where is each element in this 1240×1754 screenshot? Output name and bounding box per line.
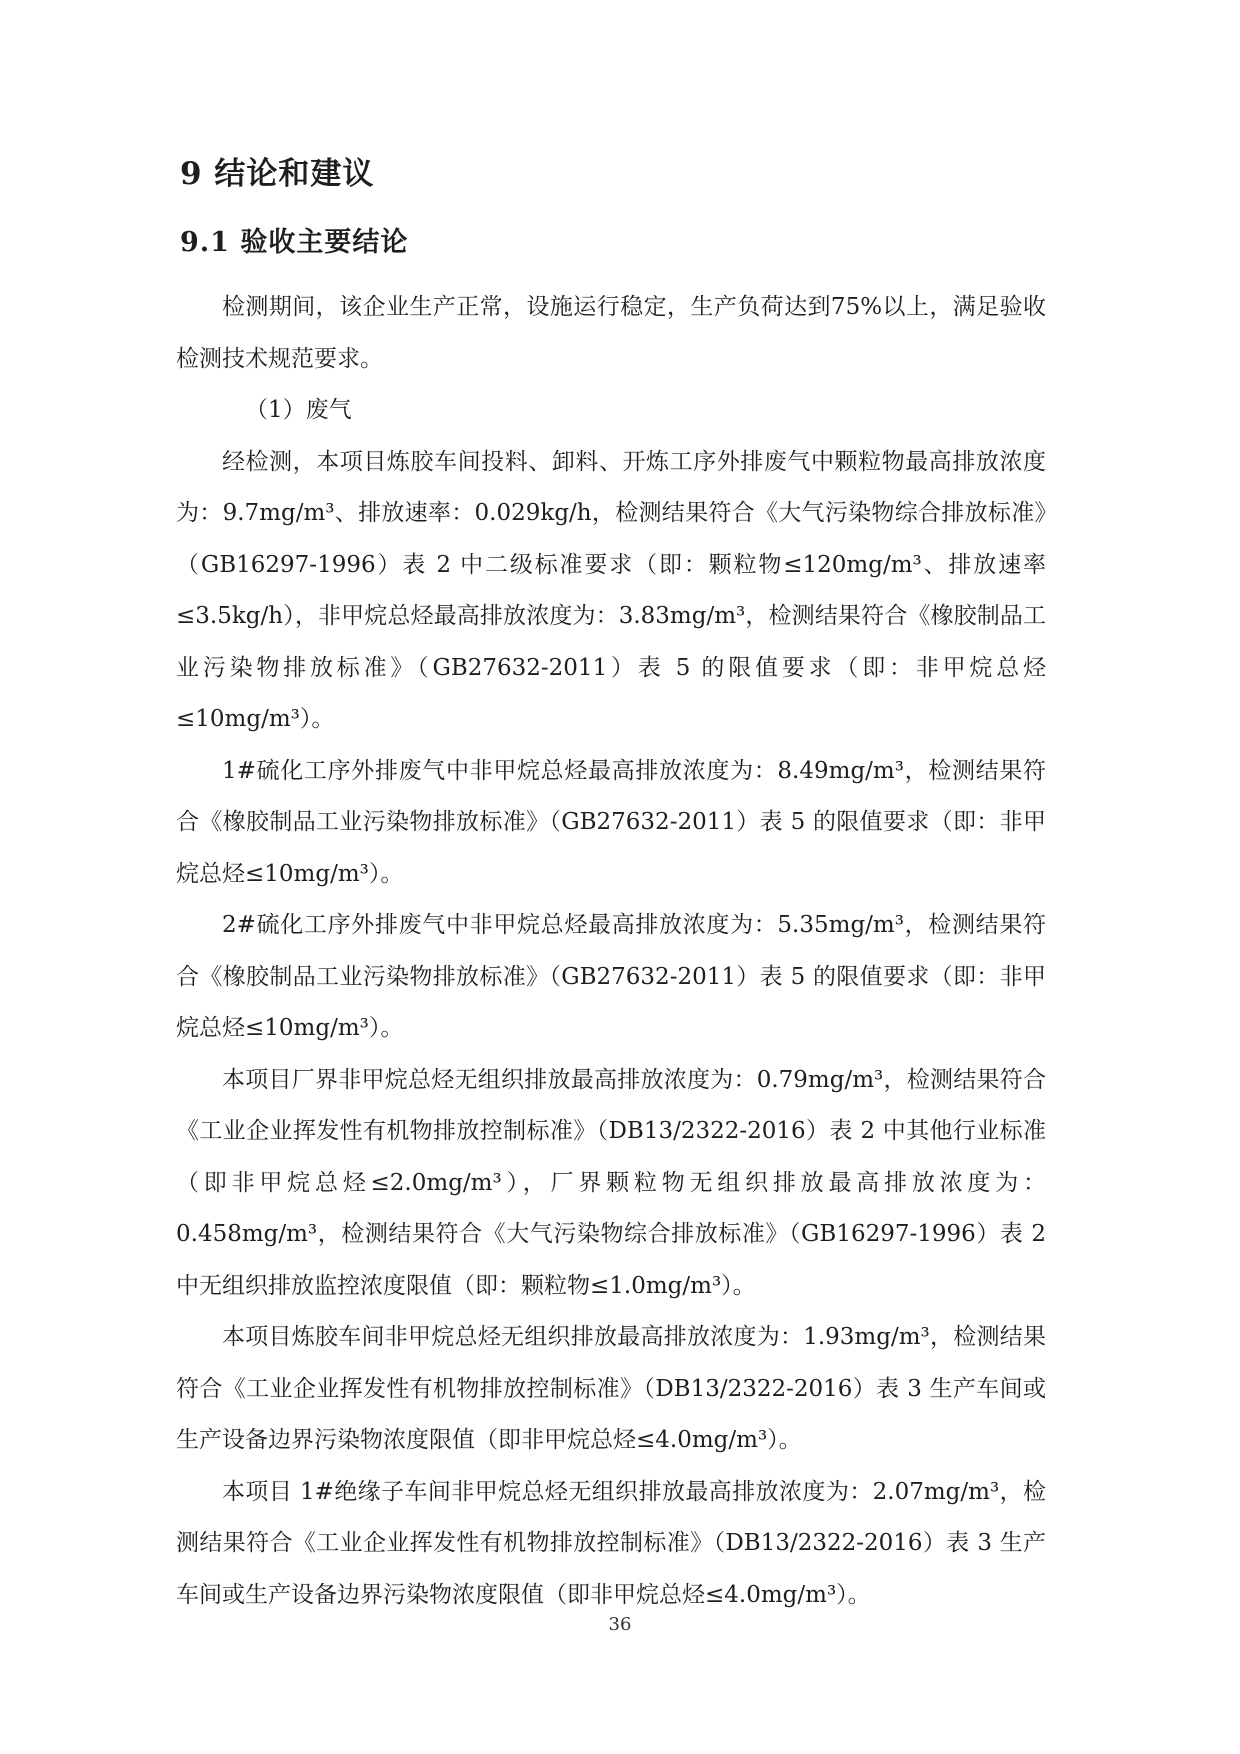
paragraph-exhaust-gas-title: （1）废气 — [245, 397, 352, 423]
paragraph-mixing-workshop: 经检测，本项目炼胶车间投料、卸料、开炼工序外排废气中颗粒物最高排放浓度为：9.7mg/m³、排放速率：0.029kg/h，检测结果符合《大气污染物综合排放标准》（GB16297-1996）表 2 中二级标准要求（即：颗粒物≤120mg/m³、排放速率≤3.5kg/h），非甲烷总烃最高排放浓度为：3.83mg/m³，检测结果符合《橡胶制品工业污染物排放标准》（GB27632-2011）表 5 的限值要求（即：非甲烷总烃≤10mg/m³）。 — [176, 448, 1046, 732]
paragraph-vulcanization-1: 1#硫化工序外排废气中非甲烷总烃最高排放浓度为：8.49mg/m³，检测结果符合《橡胶制品工业污染物排放标准》（GB27632-2011）表 5 的限值要求（即：非甲烷总烃≤10mg/m³）。 — [176, 757, 1046, 887]
paragraph-intro: 检测期间，该企业生产正常，设施运行稳定，生产负荷达到75%以上，满足验收检测技术规范要求。 — [176, 294, 1046, 372]
section-heading: 9 结论和建议 — [180, 156, 375, 192]
body-text — [176, 282, 1046, 1621]
page-number: 36 — [608, 1614, 632, 1635]
paragraph-vulcanization-2: 2#硫化工序外排废气中非甲烷总烃最高排放浓度为：5.35mg/m³，检测结果符合《橡胶制品工业污染物排放标准》（GB27632-2011）表 5 的限值要求（即：非甲烷总烃≤10mg/m³）。 — [176, 912, 1046, 1041]
paragraph-boundary-emissions: 本项目厂界非甲烷总烃无组织排放最高排放浓度为：0.79mg/m³，检测结果符合《工业企业挥发性有机物排放控制标准》（DB13/2322-2016）表 2 中其他行业标准（即非甲烷总烃≤2.0mg/m³），厂界颗粒物无组织排放最高排放浓度为：0.458mg/m³，检测结果符合《大气污染物综合排放标准》（GB16297-1996）表 2 中无组织排放监控浓度限值（即：颗粒物≤1.0mg/m³）。 — [176, 1066, 1046, 1299]
paragraph-mixing-unorganized: 本项目炼胶车间非甲烷总烃无组织排放最高排放浓度为：1.93mg/m³，检测结果符合《工业企业挥发性有机物排放控制标准》（DB13/2322-2016）表 3 生产车间或生产设备边界污染物浓度限值（即非甲烷总烃≤4.0mg/m³）。 — [176, 1324, 1046, 1453]
subsection-heading: 9.1 验收主要结论 — [180, 227, 409, 258]
paragraph-insulator-workshop: 本项目 1#绝缘子车间非甲烷总烃无组织排放最高排放浓度为：2.07mg/m³，检测结果符合《工业企业挥发性有机物排放控制标准》（DB13/2322-2016）表 3 生产车间或生产设备边界污染物浓度限值（即非甲烷总烃≤4.0mg/m³）。 — [176, 1478, 1046, 1608]
